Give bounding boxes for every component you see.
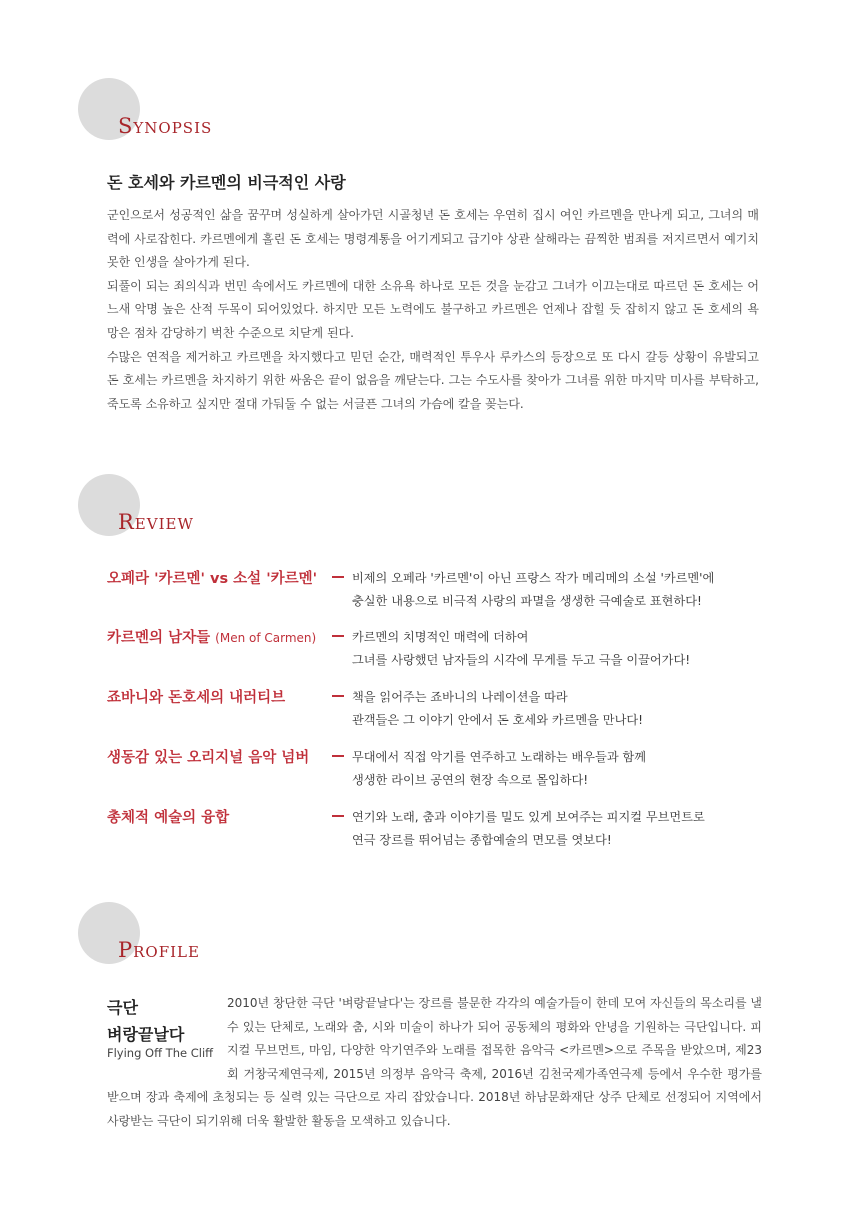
synopsis-body — [107, 204, 759, 416]
review-item — [107, 567, 767, 619]
review-item-description: 비제의 오페라 '카르멘'이 아닌 프랑스 작가 메리메의 소설 '카르멘'에 충실한 내용으로 비극적 사랑의 파멸을 생생한 극예술로 표현하다! — [352, 571, 715, 608]
review-item — [107, 746, 767, 798]
review-item-subtitle: (Men of Carmen) — [215, 631, 317, 645]
dash-icon — [332, 635, 344, 637]
review-item-description: 카르멘의 치명적인 매력에 더하여 그녀를 사랑했던 남자들의 시각에 무게를 두고 극을 이끌어가다! — [352, 630, 691, 667]
dash-icon — [332, 576, 344, 578]
review-item-title: 생동감 있는 오리지널 음악 넘버 — [107, 750, 310, 766]
profile-body: 2010년 창단한 극단 '벼랑끝날다'는 장르를 불문한 각각의 예술가들이 한데 모여 자신들의 목소리를 낼 수 있는 단체로, 노래와 춤, 시와 미술이 하나가 되어 공동체의 평화와 안녕을 기원하는 극단입니다. 피지컬 무브먼트, 마임, 다양한 악기연주와 노래를 접목한 음악극 <카르멘>으로 주목을 받았으며, 제23회 거창국제연극제, 2015년 의정부 음악극 축제, 2016년 김천국제가족연극제 등에서 우수한 평가를 받으며 장과 축제에 초청되는 등 실력 있는 극단으로 자리 잡았습니다. 2018년 하남문화재단 상주 단체로 선정되어 지역에서 사랑받는 극단이 되기위해 더욱 활발한 활동을 모색하고 있습니다. — [107, 996, 763, 1128]
review-item-title: 총체적 예술의 융합 — [107, 810, 230, 826]
synopsis-paragraph: 되풀이 되는 죄의식과 번민 속에서도 카르멘에 대한 소유욕 하나로 모든 것을 눈감고 그녀가 이끄는대로 따르던 돈 호세는 어느새 악명 높은 산적 두목이 되어있었다. 하지만 모든 노력에도 불구하고 카르멘은 언제나 잡힐 듯 잡히지 않고 돈 호세의 욕망은 점차 감당하기 벅찬 수준으로 치닫게 된다. — [107, 278, 759, 340]
review-item-title: 오페라 '카르멘' vs 소설 '카르멘' — [107, 571, 318, 587]
review-header — [78, 474, 378, 544]
dash-icon — [332, 815, 344, 817]
review-item — [107, 686, 767, 738]
dash-icon — [332, 695, 344, 697]
review-item — [107, 806, 767, 858]
synopsis-heading: 돈 호세와 카르멘의 비극적인 사랑 — [107, 173, 346, 192]
troupe-name: 극단 벼랑끝날다 — [107, 998, 185, 1044]
review-item-title: 카르멘의 남자들 (Men of Carmen) — [107, 630, 317, 646]
profile-title: Profile — [118, 938, 200, 962]
troupe-name-english: Flying Off The Cliff — [107, 1046, 214, 1060]
synopsis-paragraph: 군인으로서 성공적인 삶을 꿈꾸며 성실하게 살아가던 시골청년 돈 호세는 우연히 집시 여인 카르멘을 만나게 되고, 그녀의 매력에 사로잡힌다. 카르멘에게 홀린 돈 호세는 명령계통을 어기게되고 급기야 상관 살해라는 끔찍한 범죄를 저지르면서 예기치 못한 인생을 살아가게 된다. — [107, 208, 759, 270]
review-item-description: 무대에서 직접 악기를 연주하고 노래하는 배우들과 함께 생생한 라이브 공연의 현장 속으로 몰입하다! — [352, 750, 647, 787]
review-item-description: 연기와 노래, 춤과 이야기를 밀도 있게 보여주는 피지컬 무브먼트로 연극 장르를 뛰어넘는 종합예술의 면모를 엿보다! — [352, 810, 705, 847]
review-item-description: 책을 읽어주는 죠바니의 나레이션을 따라 관객들은 그 이야기 안에서 돈 호세와 카르멘을 만나다! — [352, 690, 644, 727]
dash-icon — [332, 755, 344, 757]
review-item-title: 죠바니와 돈호세의 내러티브 — [107, 690, 286, 706]
profile-header — [78, 902, 378, 972]
synopsis-title: Synopsis — [118, 114, 213, 138]
review-title: Review — [118, 510, 194, 534]
synopsis-header — [78, 78, 378, 148]
review-item — [107, 626, 767, 678]
synopsis-paragraph: 수많은 연적을 제거하고 카르멘을 차지했다고 믿던 순간, 매력적인 투우사 루카스의 등장으로 또 다시 갈등 상황이 유발되고 돈 호세는 카르멘을 차지하기 위한 싸움은 끝이 없음을 깨닫는다. 그는 수도사를 찾아가 그녀를 위한 마지막 미사를 부탁하고, 죽도록 소유하고 싶지만 절대 가둬둘 수 없는 서글픈 그녀의 가슴에 칼을 꽂는다. — [107, 349, 759, 411]
